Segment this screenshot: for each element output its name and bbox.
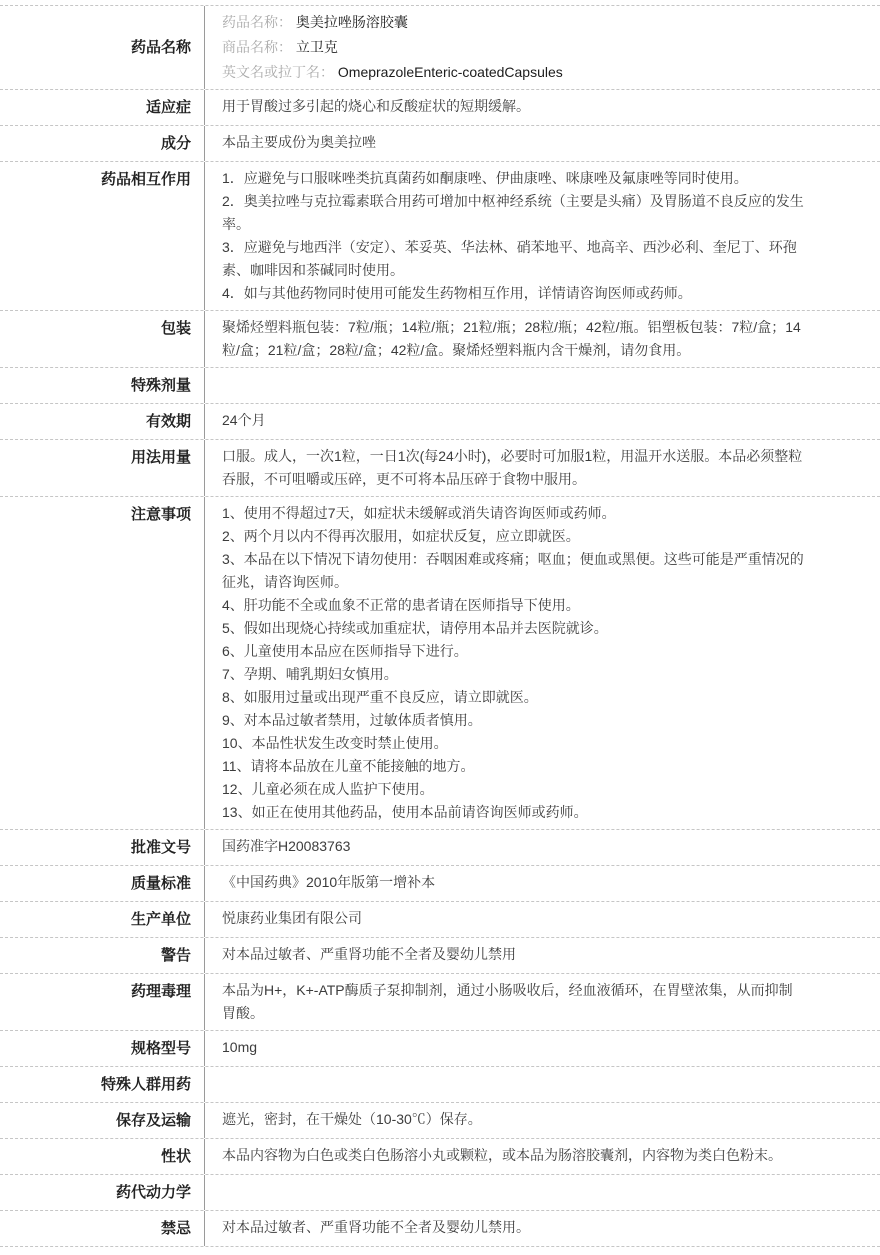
row-content xyxy=(205,404,880,439)
table-row-specification xyxy=(0,1031,880,1067)
content-paragraph: 12、儿童必须在成人监护下使用。 xyxy=(222,781,434,797)
content-paragraph: 6、儿童使用本品应在医师指导下进行。 xyxy=(222,643,468,659)
row-label: 保存及运输 xyxy=(0,1103,205,1138)
row-label: 特殊剂量 xyxy=(0,368,205,403)
content-paragraph: 遮光，密封，在干燥处（10-30℃）保存。 xyxy=(222,1111,482,1127)
row-label: 规格型号 xyxy=(0,1031,205,1066)
field-key: 药品名称： xyxy=(222,14,292,30)
row-content xyxy=(205,902,880,937)
table-row-ingredients xyxy=(0,126,880,162)
content-paragraph: 用于胃酸过多引起的烧心和反酸症状的短期缓解。 xyxy=(222,98,530,114)
table-row-drug-interactions xyxy=(0,162,880,311)
row-content xyxy=(205,126,880,161)
content-paragraph: 7、孕期、哺乳期妇女慎用。 xyxy=(222,666,398,682)
content-paragraph: 9、对本品过敏者禁用，过敏体质者慎用。 xyxy=(222,712,482,728)
content-paragraph: 聚烯烃塑料瓶包装：7粒/瓶；14粒/瓶；21粒/瓶；28粒/瓶；42粒/瓶。铝塑板包装：7粒/盒；14粒/盒；21粒/盒；28粒/盒；42粒/盒。聚烯烃塑料瓶内含干燥剂，请勿食用。 xyxy=(222,319,801,358)
table-row-special-dosage xyxy=(0,368,880,404)
content-paragraph: 悦康药业集团有限公司 xyxy=(222,910,362,926)
table-row-pharmacology-toxicology xyxy=(0,974,880,1031)
row-content xyxy=(205,1175,880,1210)
content-paragraph: 本品内容物为白色或类白色肠溶小丸或颗粒，或本品为肠溶胶囊剂，内容物为类白色粉末。 xyxy=(222,1147,782,1163)
content-paragraph: 对本品过敏者、严重肾功能不全者及婴幼儿禁用。 xyxy=(222,1219,530,1235)
row-label: 包装 xyxy=(0,311,205,367)
row-label: 警告 xyxy=(0,938,205,973)
content-paragraph: 《中国药典》2010年版第一增补本 xyxy=(222,874,436,890)
content-paragraph: 10、本品性状发生改变时禁止使用。 xyxy=(222,735,448,751)
table-row-precautions xyxy=(0,497,880,830)
table-row-manufacturer xyxy=(0,902,880,938)
row-label: 药代动力学 xyxy=(0,1175,205,1210)
field-value: OmeprazoleEnteric-coatedCapsules xyxy=(337,64,563,80)
drug-info-table xyxy=(0,5,880,1247)
field-value: 奥美拉唑肠溶胶囊 xyxy=(295,14,408,30)
table-row-quality-standard xyxy=(0,866,880,902)
row-content xyxy=(205,830,880,865)
field-line xyxy=(222,60,804,85)
row-label: 适应症 xyxy=(0,90,205,125)
content-paragraph: 4．如与其他药物同时使用可能发生药物相互作用，详情请咨询医师或药师。 xyxy=(222,285,692,301)
content-paragraph: 13、如正在使用其他药品，使用本品前请咨询医师或药师。 xyxy=(222,804,588,820)
field-line xyxy=(222,10,804,35)
table-row-indications xyxy=(0,90,880,126)
content-paragraph: 2．奥美拉唑与克拉霉素联合用药可增加中枢神经系统（主要是头痛）及胃肠道不良反应的发生率。 xyxy=(222,193,804,232)
field-key: 英文名或拉丁名： xyxy=(222,64,334,80)
row-label: 药品相互作用 xyxy=(0,162,205,310)
row-content xyxy=(205,497,880,829)
table-row-description xyxy=(0,1139,880,1175)
row-label: 禁忌 xyxy=(0,1211,205,1246)
content-paragraph: 1．应避免与口服咪唑类抗真菌药如酮康唑、伊曲康唑、咪康唑及氟康唑等同时使用。 xyxy=(222,170,748,186)
content-paragraph: 8、如服用过量或出现严重不良反应，请立即就医。 xyxy=(222,689,538,705)
field-key: 商品名称： xyxy=(222,39,292,55)
content-paragraph: 4、肝功能不全或血象不正常的患者请在医师指导下使用。 xyxy=(222,597,580,613)
content-paragraph: 1、使用不得超过7天，如症状未缓解或消失请咨询医师或药师。 xyxy=(222,505,616,521)
table-row-contraindications xyxy=(0,1211,880,1247)
field-value: 立卫克 xyxy=(295,39,338,55)
table-row-warning xyxy=(0,938,880,974)
row-label: 药理毒理 xyxy=(0,974,205,1030)
row-content xyxy=(205,311,880,367)
row-content xyxy=(205,866,880,901)
content-paragraph: 3、本品在以下情况下请勿使用：吞咽困难或疼痛；呕血；便血或黑便。这些可能是严重情况的征兆，请咨询医师。 xyxy=(222,551,804,590)
content-paragraph: 3．应避免与地西泮（安定）、苯妥英、华法林、硝苯地平、地高辛、西沙必利、奎尼丁、环孢素、咖啡因和茶碱同时使用。 xyxy=(222,239,797,278)
row-content xyxy=(205,90,880,125)
row-label: 药品名称 xyxy=(0,6,205,89)
field-line xyxy=(222,35,804,60)
row-label: 批准文号 xyxy=(0,830,205,865)
content-paragraph: 本品主要成份为奥美拉唑 xyxy=(222,134,376,150)
table-row-shelf-life xyxy=(0,404,880,440)
row-content xyxy=(205,1031,880,1066)
content-paragraph: 口服。成人，一次1粒，一日1次(每24小时)，必要时可加服1粒，用温开水送服。本品必须整粒吞服，不可咀嚼或压碎，更不可将本品压碎于食物中服用。 xyxy=(222,448,803,487)
table-row-packaging xyxy=(0,311,880,368)
row-label: 质量标准 xyxy=(0,866,205,901)
table-row-storage-transport xyxy=(0,1103,880,1139)
row-content xyxy=(205,368,880,403)
content-paragraph: 24个月 xyxy=(222,412,266,428)
content-paragraph: 11、请将本品放在儿童不能接触的地方。 xyxy=(222,758,475,774)
table-row-dosage-usage xyxy=(0,440,880,497)
content-paragraph: 2、两个月以内不得再次服用，如症状反复，应立即就医。 xyxy=(222,528,580,544)
row-content xyxy=(205,974,880,1030)
content-paragraph: 对本品过敏者、严重肾功能不全者及婴幼儿禁用 xyxy=(222,946,516,962)
row-content xyxy=(205,1139,880,1174)
row-label: 成分 xyxy=(0,126,205,161)
row-content xyxy=(205,1067,880,1102)
row-content xyxy=(205,1103,880,1138)
content-paragraph: 本品为H+，K+-ATP酶质子泵抑制剂，通过小肠吸收后，经血液循环，在胃壁浓集，从而抑制胃酸。 xyxy=(222,982,793,1021)
table-row-special-population xyxy=(0,1067,880,1103)
table-row-drug-name xyxy=(0,6,880,90)
table-row-approval-number xyxy=(0,830,880,866)
row-content xyxy=(205,440,880,496)
row-content xyxy=(205,1211,880,1246)
row-label: 性状 xyxy=(0,1139,205,1174)
table-row-pharmacokinetics xyxy=(0,1175,880,1211)
row-content xyxy=(205,6,880,89)
row-content xyxy=(205,162,880,310)
row-label: 注意事项 xyxy=(0,497,205,829)
row-label: 生产单位 xyxy=(0,902,205,937)
content-paragraph: 10mg xyxy=(222,1039,258,1055)
content-paragraph: 国药准字H20083763 xyxy=(222,838,351,854)
row-content xyxy=(205,938,880,973)
row-label: 用法用量 xyxy=(0,440,205,496)
content-paragraph: 5、假如出现烧心持续或加重症状，请停用本品并去医院就诊。 xyxy=(222,620,608,636)
row-label: 有效期 xyxy=(0,404,205,439)
row-label: 特殊人群用药 xyxy=(0,1067,205,1102)
page xyxy=(0,5,880,1255)
